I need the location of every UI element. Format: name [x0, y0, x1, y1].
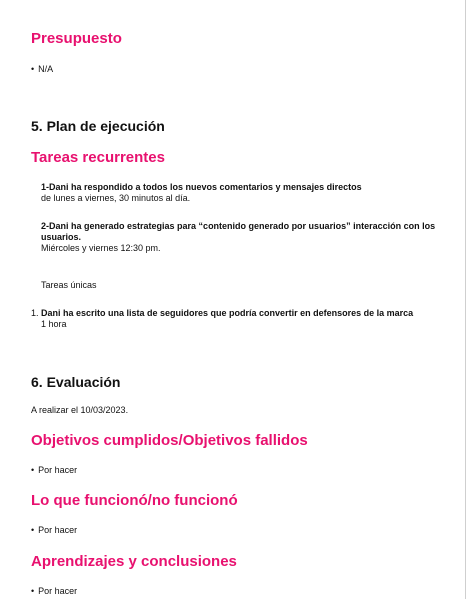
- task-title: Dani ha escrito una lista de seguidores que podría convertir en defensores de la marca: [41, 308, 414, 318]
- recurring-task-1: [41, 182, 436, 204]
- task-title: 2-Dani ha generado estrategias para “contenido generado por usuarios” interacción con los usuarios.: [41, 221, 436, 242]
- evaluation-date: A realizar el 10/03/2023.: [31, 405, 129, 415]
- what-worked-heading: Lo que funcionó/no funcionó: [31, 492, 238, 509]
- recurring-task-2: [41, 221, 436, 254]
- plan-heading: 5. Plan de ejecución: [31, 118, 165, 134]
- evaluation-heading: 6. Evaluación: [31, 374, 121, 390]
- objectives-heading: Objetivos cumplidos/Objetivos fallidos: [31, 432, 308, 449]
- objectives-item: • Por hacer: [31, 465, 77, 476]
- task-title: 1-Dani ha respondido a todos los nuevos comentarios y mensajes directos: [41, 182, 362, 192]
- unique-task-number: 1.: [31, 308, 39, 318]
- learnings-item: • Por hacer: [31, 586, 77, 597]
- budget-item: • N/A: [31, 64, 53, 75]
- learnings-heading: Aprendizajes y conclusiones: [31, 553, 237, 570]
- recurring-tasks-heading: Tareas recurrentes: [31, 149, 165, 166]
- what-worked-item: • Por hacer: [31, 525, 77, 536]
- unique-tasks-label: Tareas únicas: [41, 280, 97, 290]
- task-detail: de lunes a viernes, 30 minutos al día.: [41, 193, 191, 203]
- unique-task-1: [41, 308, 436, 330]
- budget-heading: Presupuesto: [31, 30, 122, 47]
- task-detail: 1 hora: [41, 319, 67, 329]
- task-detail: Miércoles y viernes 12:30 pm.: [41, 243, 161, 253]
